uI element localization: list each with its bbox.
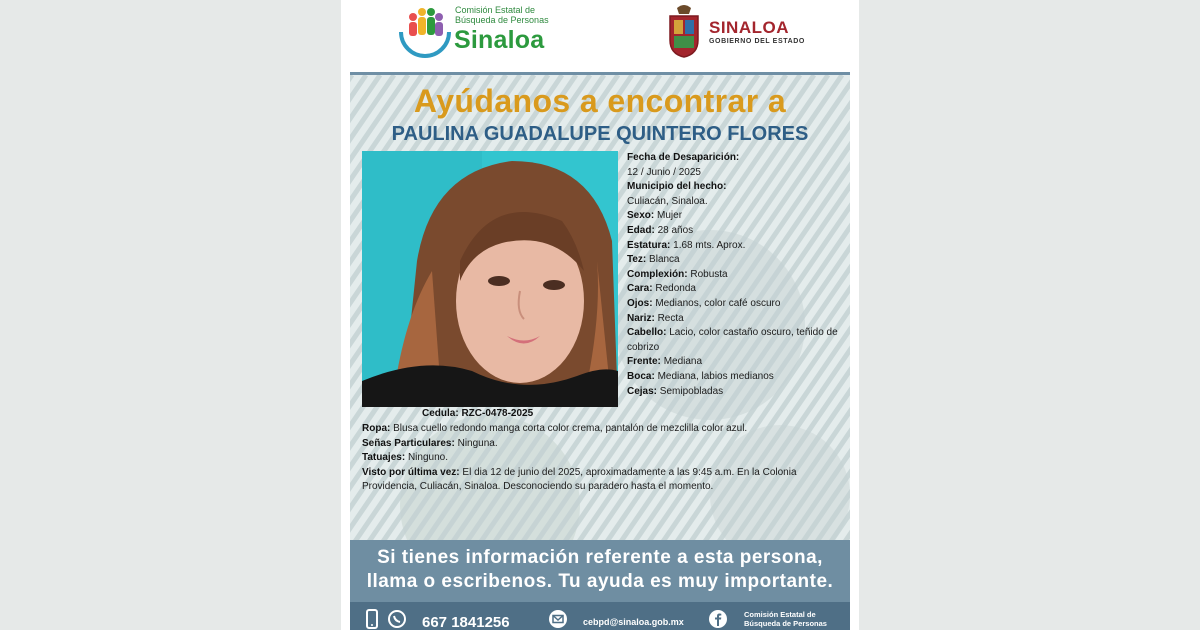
cedula-number: Cedula: RZC-0478-2025: [422, 408, 534, 419]
estatura-label: Estatura:: [627, 239, 671, 251]
senas-label: Señas Particulares:: [362, 437, 455, 449]
cebp-line-2: Búsqueda de Personas: [455, 15, 549, 25]
visto-row: [362, 466, 842, 495]
state-seal-icon: [667, 2, 701, 58]
cebp-logo-icon: [393, 4, 457, 60]
tatuajes-row: [362, 451, 842, 466]
nariz-label: Nariz:: [627, 312, 655, 324]
boca-label: Boca:: [627, 370, 655, 382]
frente-row: [627, 355, 841, 370]
email-address[interactable]: cebpd@sinaloa.gob.mx: [583, 617, 684, 627]
phone-icon: [362, 609, 382, 629]
municipio-value: Culiacán, Sinaloa.: [627, 195, 708, 207]
ropa-value: Blusa cuello redondo manga corta color crema, pantalón de mezclilla color azul.: [393, 423, 748, 434]
frente-label: Frente:: [627, 356, 661, 368]
fecha-value: 12 / Junio / 2025: [627, 166, 701, 178]
appeal-banner: [350, 540, 850, 602]
sexo-label: Sexo:: [627, 210, 655, 222]
whatsapp-icon: [387, 609, 407, 629]
edad-row: [627, 224, 841, 239]
visto-label: Visto por última vez:: [362, 466, 460, 478]
email-icon: [548, 609, 568, 629]
cara-row: [627, 282, 841, 297]
ropa-label: Ropa:: [362, 423, 391, 434]
cejas-value: Semipobladas: [659, 385, 724, 397]
cejas-label: Cejas:: [627, 385, 658, 397]
ojos-row: [627, 297, 841, 312]
cejas-row: [627, 385, 841, 400]
facebook-line-2[interactable]: Búsqueda de Personas: [744, 619, 827, 628]
poster-header: [341, 0, 859, 72]
physical-description: [627, 151, 841, 399]
state-government-name: SINALOA: [709, 18, 789, 37]
cebp-line-1: Comisión Estatal de: [455, 5, 536, 15]
sexo-value: Mujer: [657, 210, 683, 222]
tatuajes-label: Tatuajes:: [362, 452, 406, 464]
boca-row: [627, 370, 841, 385]
missing-person-photo: [362, 151, 618, 407]
contact-footer: [350, 602, 850, 630]
poster-body: [350, 72, 850, 540]
state-government-subtitle: GOBIERNO DEL ESTADO: [709, 38, 805, 45]
municipio-label: Municipio del hecho:: [627, 181, 727, 193]
senas-row: [362, 437, 842, 452]
ojos-label: Ojos:: [627, 297, 653, 309]
cabello-row: [627, 326, 841, 355]
appeal-line-2: llama o escribenos. Tu ayuda es muy importante.: [366, 571, 834, 592]
cabello-value: Lacio, color castaño oscuro, teñido de cobrizo: [627, 327, 838, 353]
nariz-value: Recta: [657, 312, 684, 324]
edad-value: 28 años: [657, 224, 694, 236]
additional-info: [362, 422, 842, 495]
visto-value: El dia 12 de junio del 2025, aproximadamente a las 9:45 a.m. En la Colonia Providencia, Culiacán, Sinaloa. Desconociendo su paradero hasta el momento.: [362, 466, 797, 493]
boca-value: Mediana, labios medianos: [657, 370, 774, 382]
senas-value: Ninguna.: [457, 437, 498, 449]
cebp-name: Sinaloa: [454, 26, 545, 54]
missing-person-name: PAULINA GUADALUPE QUINTERO FLORES: [391, 123, 809, 145]
tez-row: [627, 253, 841, 268]
headline: Ayúdanos a encontrar a: [413, 83, 787, 119]
estatura-row: [627, 239, 841, 254]
nariz-row: [627, 312, 841, 327]
tez-label: Tez:: [627, 254, 647, 266]
missing-person-poster: [341, 0, 859, 630]
complexion-value: Robusta: [690, 268, 728, 280]
cabello-label: Cabello:: [627, 327, 667, 339]
appeal-line-1: Si tienes información referente a esta persona,: [377, 547, 823, 568]
complexion-label: Complexión:: [627, 268, 688, 280]
complexion-row: [627, 268, 841, 283]
edad-label: Edad:: [627, 224, 655, 236]
facebook-line-1[interactable]: Comisión Estatal de: [744, 610, 816, 619]
facebook-icon: [708, 609, 728, 629]
tez-value: Blanca: [649, 254, 680, 266]
phone-number[interactable]: 667 1841256: [422, 614, 510, 630]
fecha-label: Fecha de Desaparición:: [627, 152, 740, 163]
ropa-row: [362, 422, 842, 437]
estatura-value: 1.68 mts. Aprox.: [673, 239, 746, 251]
tatuajes-value: Ninguno.: [407, 452, 448, 464]
cara-value: Redonda: [655, 283, 696, 295]
fecha-row: [627, 151, 841, 166]
frente-value: Mediana: [663, 356, 703, 368]
municipio-row: [627, 180, 841, 195]
cara-label: Cara:: [627, 283, 653, 295]
ojos-value: Medianos, color café oscuro: [655, 297, 781, 309]
sexo-row: [627, 209, 841, 224]
